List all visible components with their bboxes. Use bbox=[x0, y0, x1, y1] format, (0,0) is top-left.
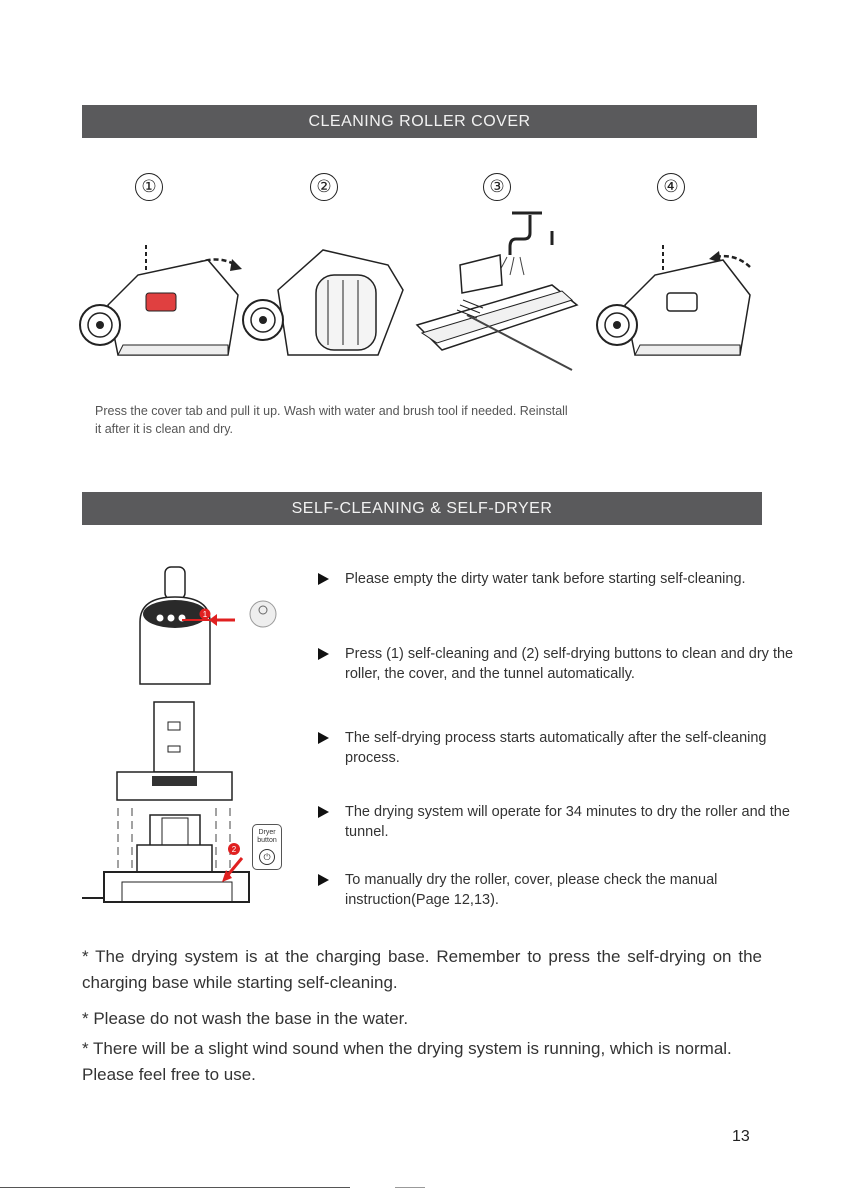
step-1-illustration bbox=[78, 205, 248, 370]
roller-cover-caption: Press the cover tab and pull it up. Wash with water and brush tool if needed. Reinstall it after it is clean and dry. bbox=[95, 404, 568, 436]
dryer-label-line2: button bbox=[257, 837, 277, 844]
marker-2: 2 bbox=[231, 845, 237, 854]
bullet-text: The self-drying process starts automatically after the self-cleaning process. bbox=[345, 730, 767, 766]
bullet-text: The drying system will operate for 34 minutes to dry the roller and the tunnel. bbox=[345, 804, 790, 840]
triangle-bullet-icon bbox=[318, 648, 329, 660]
section-banner-self-cleaning bbox=[82, 492, 762, 525]
triangle-bullet-icon bbox=[318, 732, 329, 744]
step-number-2: ② bbox=[310, 173, 338, 201]
note-do-not-wash: * Please do not wash the base in the water. bbox=[82, 1009, 409, 1028]
bullet-text: Please empty the dirty water tank before starting self-cleaning. bbox=[345, 571, 746, 587]
step-3-illustration bbox=[412, 205, 584, 375]
section-title: SELF-CLEANING & SELF-DRYER bbox=[291, 499, 553, 517]
step-number-4: ④ bbox=[657, 173, 685, 201]
triangle-bullet-icon bbox=[318, 874, 329, 886]
step-number-3: ③ bbox=[483, 173, 511, 201]
bullet-item bbox=[318, 870, 795, 910]
vacuum-on-base-illustration bbox=[82, 700, 292, 905]
step-4-illustration bbox=[595, 205, 755, 365]
bullet-item bbox=[318, 569, 795, 589]
bottom-divider bbox=[0, 1187, 350, 1188]
triangle-bullet-icon bbox=[318, 806, 329, 818]
marker-1: 1 bbox=[202, 610, 208, 619]
note-wind-sound: * There will be a slight wind sound when the drying system is running, which is normal. Please feel free to use. bbox=[82, 1039, 732, 1084]
triangle-bullet-icon bbox=[318, 573, 329, 585]
note-drying-system: * The drying system is at the charging base. Remember to press the self-drying on the charging base while starting self-cleaning. bbox=[82, 947, 762, 992]
bullet-text: To manually dry the roller, cover, please check the manual instruction(Page 12,13). bbox=[345, 872, 718, 908]
dryer-button-callout bbox=[252, 824, 282, 870]
bullet-item bbox=[318, 644, 795, 684]
page-number: 13 bbox=[732, 1128, 750, 1145]
section-title: CLEANING ROLLER COVER bbox=[308, 112, 531, 130]
bullet-item bbox=[318, 802, 795, 842]
bottom-divider bbox=[395, 1187, 425, 1188]
section-banner-cleaning-roller-cover bbox=[82, 105, 757, 138]
dryer-label-line1: Dryer bbox=[258, 829, 276, 836]
handle-buttons-illustration bbox=[135, 562, 285, 687]
step-2-illustration bbox=[238, 205, 410, 365]
bullet-text: Press (1) self-cleaning and (2) self-drying buttons to clean and dry the roller, the cover, and the tunnel automatically. bbox=[345, 646, 794, 682]
power-icon: ⏻ bbox=[259, 849, 275, 865]
step-number-1: ① bbox=[135, 173, 163, 201]
bullet-item bbox=[318, 728, 795, 768]
